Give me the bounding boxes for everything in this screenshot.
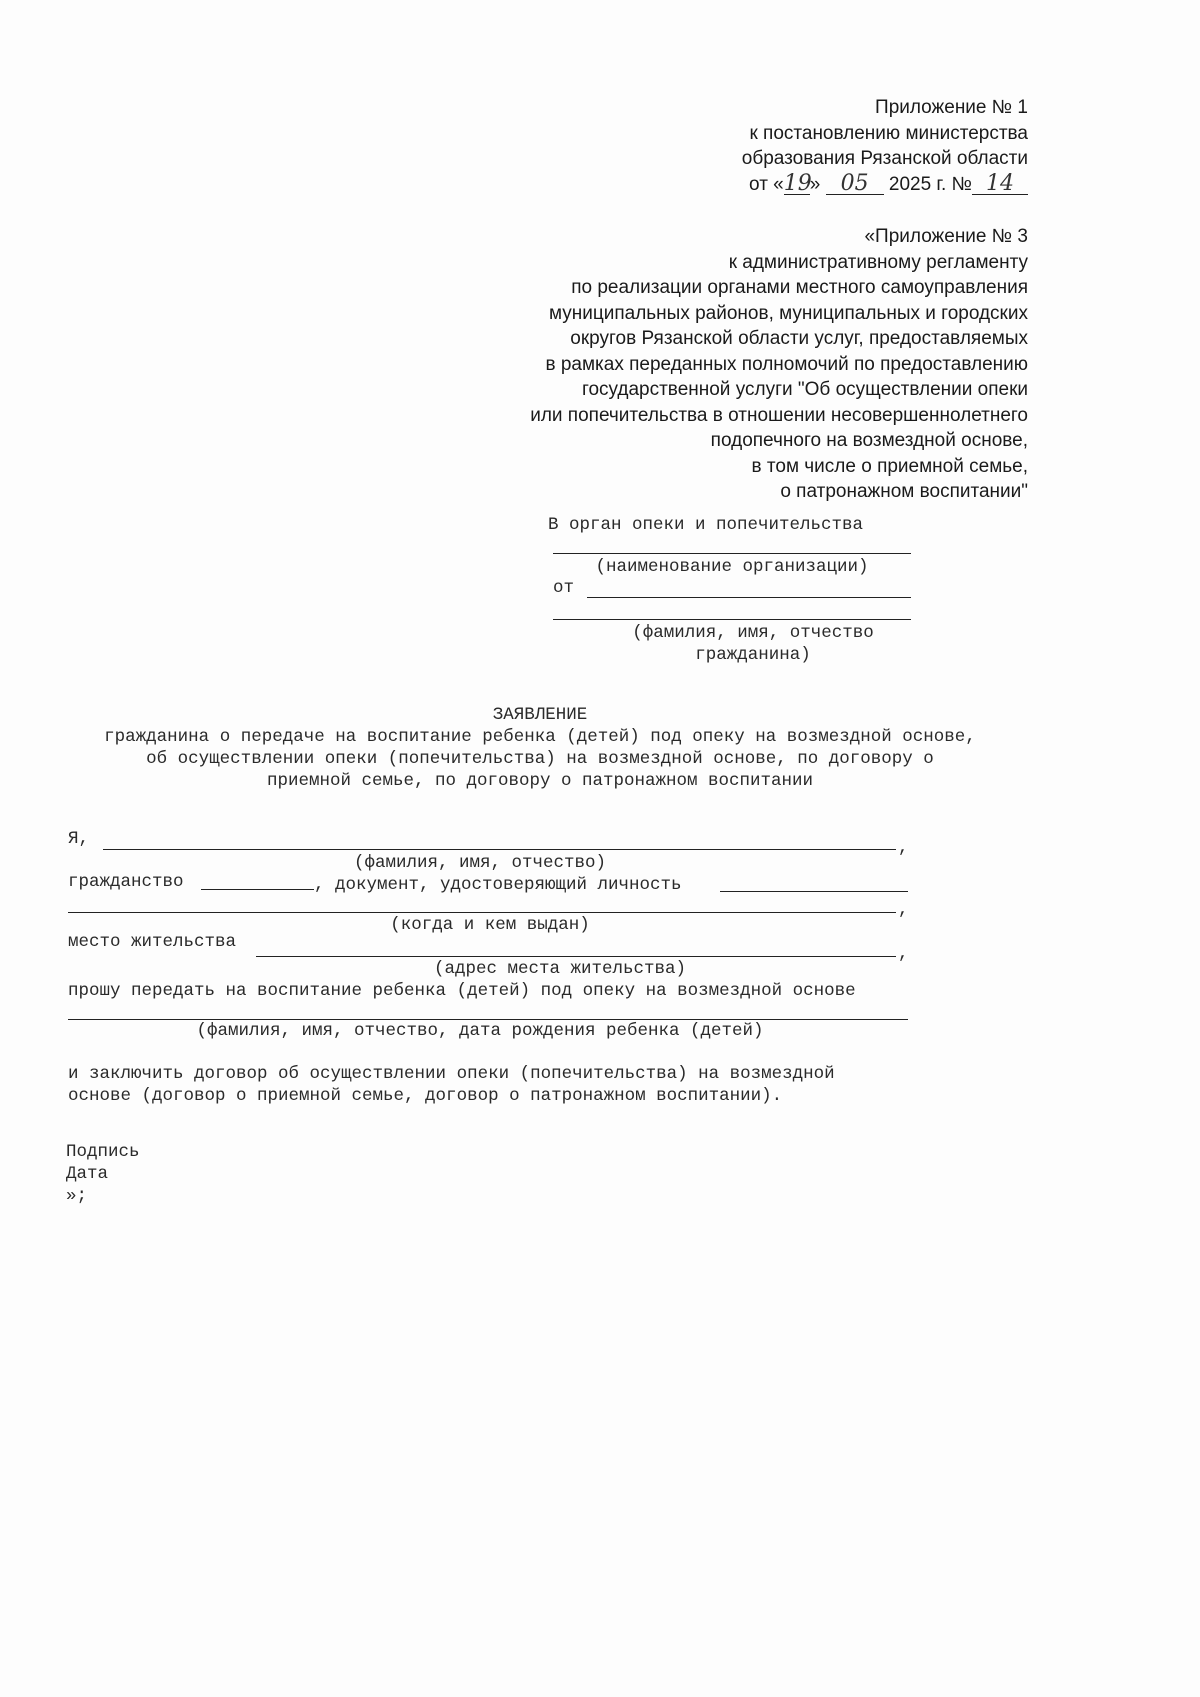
issued-caption: (когда и кем выдан) — [390, 915, 590, 935]
annex3-line: к административному регламенту — [728, 251, 1028, 273]
title-heading: ЗАЯВЛЕНИЕ — [492, 705, 588, 725]
annex1-line3: образования Рязанской области — [741, 148, 1028, 169]
addressee-to: В орган опеки и попечительства — [548, 515, 864, 535]
conclude-text: и заключить договор об осуществлении опеки (попечительства) на возмездной основе (договор о приемной семье, договор о патронажном воспитании). — [68, 1064, 835, 1106]
title-line: об осуществлении опеки (попечительства) на возмездной основе, по договору о — [146, 749, 934, 769]
date-number: 14 — [972, 174, 1028, 195]
id-document-line — [720, 891, 908, 892]
signature-label: Подпись — [66, 1142, 140, 1162]
annex3-line: муниципальных районов, муниципальных и городских — [548, 302, 1028, 324]
fio-line — [103, 849, 896, 850]
label-residence: место жительства — [68, 932, 237, 952]
applicant-name-line — [553, 619, 911, 620]
title-line: приемной семье, по договору о патронажном воспитании — [266, 771, 814, 791]
document-title — [40, 704, 1040, 792]
org-name-caption: (наименование организации) — [595, 557, 869, 577]
residence-line — [256, 956, 896, 957]
date-year: 2025 г. № — [888, 173, 972, 195]
applicant-name-caption: (фамилия, имя, отчество гражданина) — [632, 623, 874, 665]
date-prefix: от « — [749, 173, 784, 195]
comma: , — [898, 900, 909, 920]
annex3-line: подопечного на возмездной основе, — [710, 430, 1028, 451]
date-label: Дата — [66, 1164, 109, 1184]
address-caption: (адрес места жительства) — [433, 959, 687, 979]
citizenship-line — [201, 889, 314, 890]
closing-quote: »; — [66, 1186, 88, 1206]
annex3-line: государственной услуги "Об осуществлении опеки — [581, 379, 1028, 400]
annex3-line: в рамках переданных полномочий по предоставлению — [545, 353, 1028, 375]
child-info-caption: (фамилия, имя, отчество, дата рождения ребенка (детей) — [196, 1021, 764, 1041]
annex1-date-line — [560, 172, 1028, 198]
fio-caption: (фамилия, имя, отчество) — [353, 853, 607, 873]
comma: , — [898, 838, 909, 858]
annex1-title: Приложение № 1 — [875, 97, 1028, 118]
date-mid: » — [809, 173, 821, 195]
label-ya: Я, — [68, 829, 90, 849]
org-name-line — [553, 553, 911, 554]
from-line — [587, 597, 911, 598]
title-line: гражданина о передаче на воспитание ребенка (детей) под опеку на возмездной основе, — [104, 727, 976, 747]
annex3-line: или попечительства в отношении несовершеннолетнего — [530, 404, 1028, 426]
annex3-header — [520, 224, 1028, 505]
annex3-line: в том числе о приемной семье, — [751, 455, 1028, 477]
annex3-line: о патронажном воспитании" — [780, 481, 1028, 502]
issued-line — [68, 912, 896, 913]
date-day: 19 — [783, 170, 812, 196]
addressee-from: от — [553, 578, 575, 598]
date-month: 05 — [826, 174, 884, 195]
annex1-header — [560, 95, 1028, 197]
annex3-line: «Приложение № 3 — [864, 226, 1028, 247]
label-citizenship: гражданство — [68, 872, 184, 892]
annex3-line: округов Рязанской области услуг, предоставляемых — [570, 328, 1028, 349]
annex3-line: по реализации органами местного самоуправления — [571, 277, 1028, 298]
comma: , — [898, 944, 909, 964]
annex1-line2: к постановлению министерства — [749, 122, 1028, 144]
label-id-document: , документ, удостоверяющий личность — [314, 875, 682, 895]
request-text: прошу передать на воспитание ребенка (детей) под опеку на возмездной основе — [68, 981, 856, 1001]
